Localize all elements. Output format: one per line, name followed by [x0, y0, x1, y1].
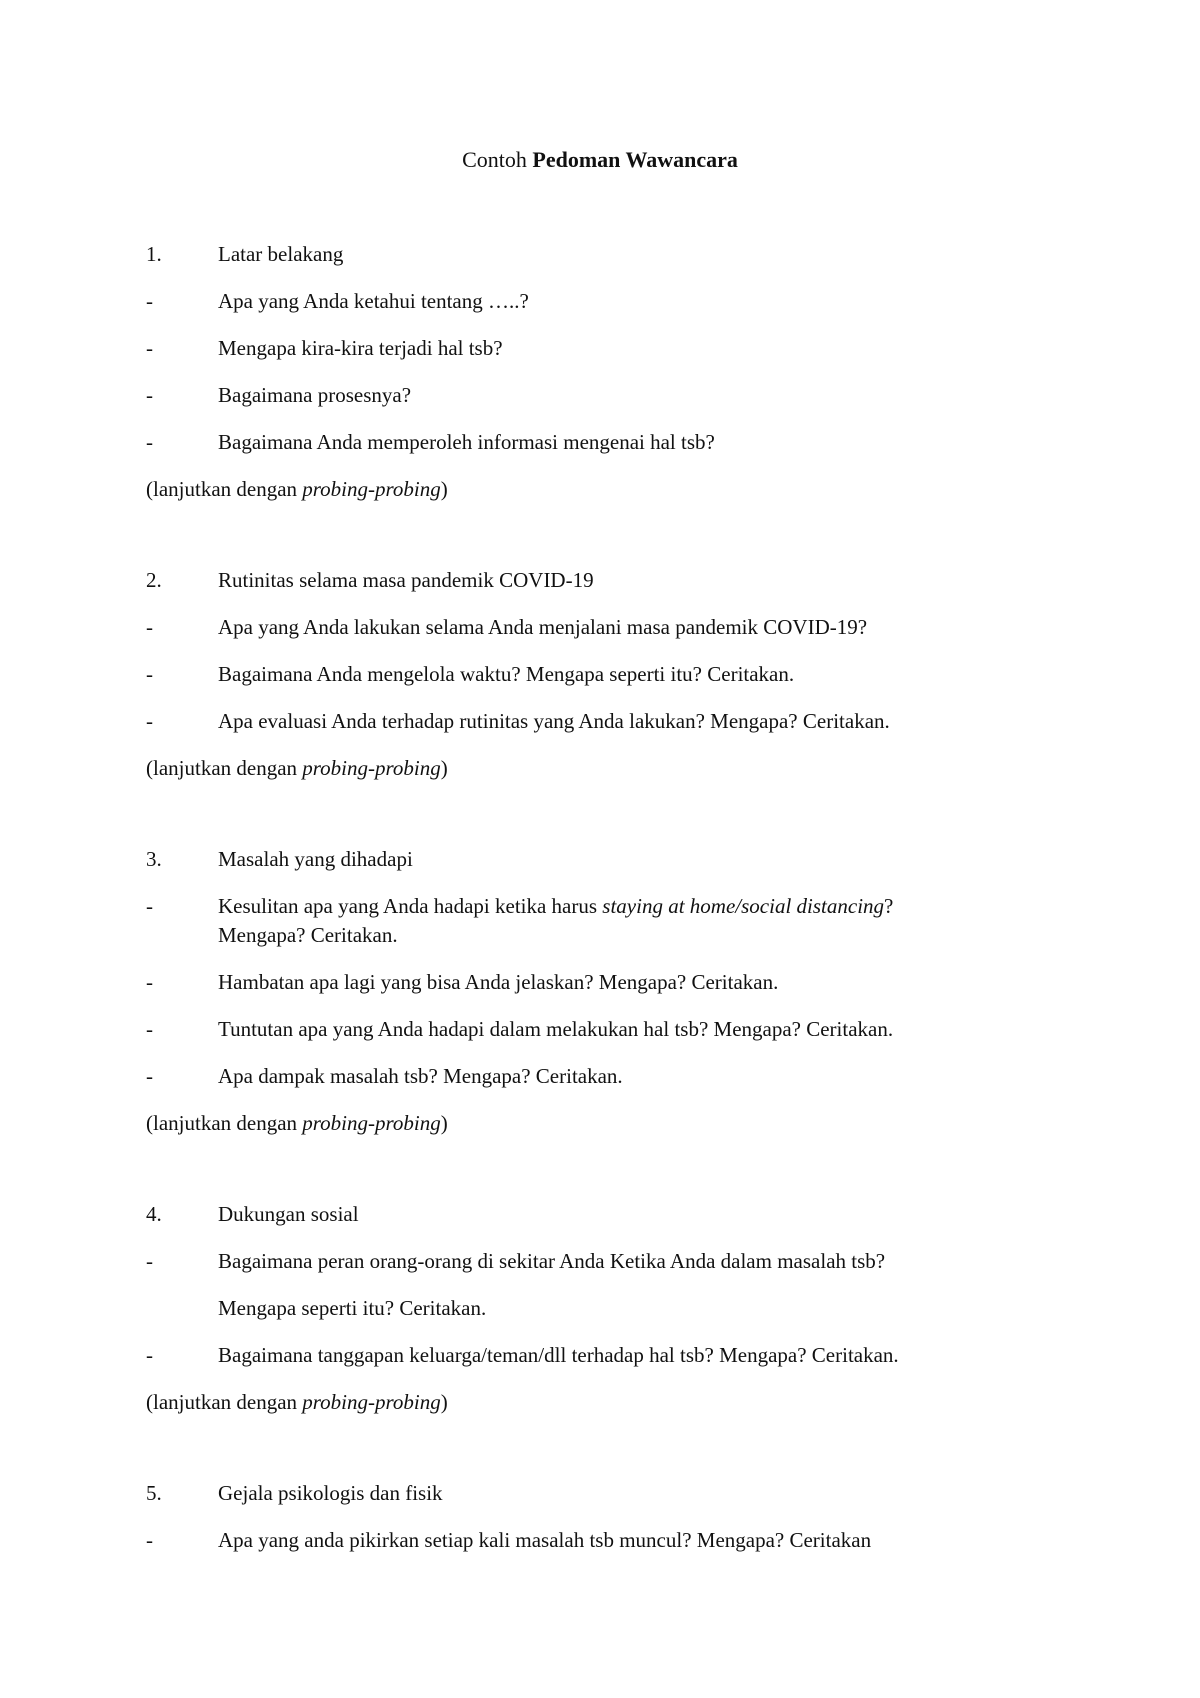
list-bullet: - [146, 1017, 153, 1041]
list-bullet: - [146, 1064, 153, 1088]
list-item: Hambatan apa lagi yang bisa Anda jelaskan? Mengapa? Ceritakan. [218, 970, 779, 994]
list-bullet: - [146, 383, 153, 407]
probing-prefix: (lanjutkan dengan [146, 477, 303, 501]
list-bullet: - [146, 336, 153, 360]
probing-italic: probing-probing [302, 1111, 441, 1135]
probing-note [146, 1110, 448, 1136]
probing-suffix: ) [440, 756, 448, 780]
list-item: Tuntutan apa yang Anda hadapi dalam melakukan hal tsb? Mengapa? Ceritakan. [218, 1017, 894, 1041]
document-title [0, 146, 1200, 174]
list-bullet: - [146, 1528, 153, 1552]
probing-prefix: (lanjutkan dengan [146, 1390, 303, 1414]
item-text: Kesulitan apa yang Anda hadapi ketika harus [218, 894, 603, 918]
list-bullet: - [146, 1249, 153, 1273]
list-bullet: - [146, 709, 153, 733]
list-item [218, 893, 893, 919]
probing-suffix: ) [440, 477, 448, 501]
section-number: 1. [146, 242, 162, 266]
item-text: ? [884, 894, 894, 918]
probing-note [146, 755, 448, 781]
probing-suffix: ) [440, 1111, 448, 1135]
list-item: Bagaimana tanggapan keluarga/teman/dll terhadap hal tsb? Mengapa? Ceritakan. [218, 1343, 899, 1367]
list-item: Apa yang anda pikirkan setiap kali masalah tsb muncul? Mengapa? Ceritakan [218, 1528, 872, 1552]
list-item-continuation: Mengapa seperti itu? Ceritakan. [218, 1296, 487, 1320]
list-item: Apa yang Anda lakukan selama Anda menjalani masa pandemik COVID-19? [218, 615, 868, 639]
probing-note [146, 476, 448, 502]
list-item: Apa yang Anda ketahui tentang …..? [218, 289, 529, 313]
list-bullet: - [146, 430, 153, 454]
list-bullet: - [146, 615, 153, 639]
probing-italic: probing-probing [302, 477, 441, 501]
probing-italic: probing-probing [302, 1390, 441, 1414]
section-number: 4. [146, 1202, 162, 1226]
probing-note [146, 1389, 448, 1415]
item-italic: staying at home/social distancing [602, 894, 885, 918]
list-item: Mengapa kira-kira terjadi hal tsb? [218, 336, 503, 360]
list-item: Bagaimana Anda mengelola waktu? Mengapa seperti itu? Ceritakan. [218, 662, 795, 686]
list-bullet: - [146, 289, 153, 313]
list-item: Bagaimana Anda memperoleh informasi mengenai hal tsb? [218, 430, 715, 454]
title-bold: Pedoman Wawancara [532, 147, 738, 172]
probing-italic: probing-probing [302, 756, 441, 780]
list-bullet: - [146, 970, 153, 994]
section-heading: Rutinitas selama masa pandemik COVID-19 [218, 568, 594, 592]
probing-prefix: (lanjutkan dengan [146, 1111, 303, 1135]
section-heading: Masalah yang dihadapi [218, 847, 413, 871]
probing-prefix: (lanjutkan dengan [146, 756, 303, 780]
probing-suffix: ) [440, 1390, 448, 1414]
list-item: Apa evaluasi Anda terhadap rutinitas yang Anda lakukan? Mengapa? Ceritakan. [218, 709, 890, 733]
section-heading: Dukungan sosial [218, 1202, 359, 1226]
list-item: Bagaimana prosesnya? [218, 383, 412, 407]
section-number: 3. [146, 847, 162, 871]
section-number: 2. [146, 568, 162, 592]
list-bullet: - [146, 1343, 153, 1367]
list-item: Bagaimana peran orang-orang di sekitar Anda Ketika Anda dalam masalah tsb? [218, 1249, 886, 1273]
list-bullet: - [146, 662, 153, 686]
section-heading: Latar belakang [218, 242, 344, 266]
list-item: Apa dampak masalah tsb? Mengapa? Ceritakan. [218, 1064, 623, 1088]
list-item-continuation: Mengapa? Ceritakan. [218, 923, 398, 947]
section-number: 5. [146, 1481, 162, 1505]
title-prefix: Contoh [462, 147, 527, 172]
section-heading: Gejala psikologis dan fisik [218, 1481, 443, 1505]
list-bullet: - [146, 894, 153, 918]
